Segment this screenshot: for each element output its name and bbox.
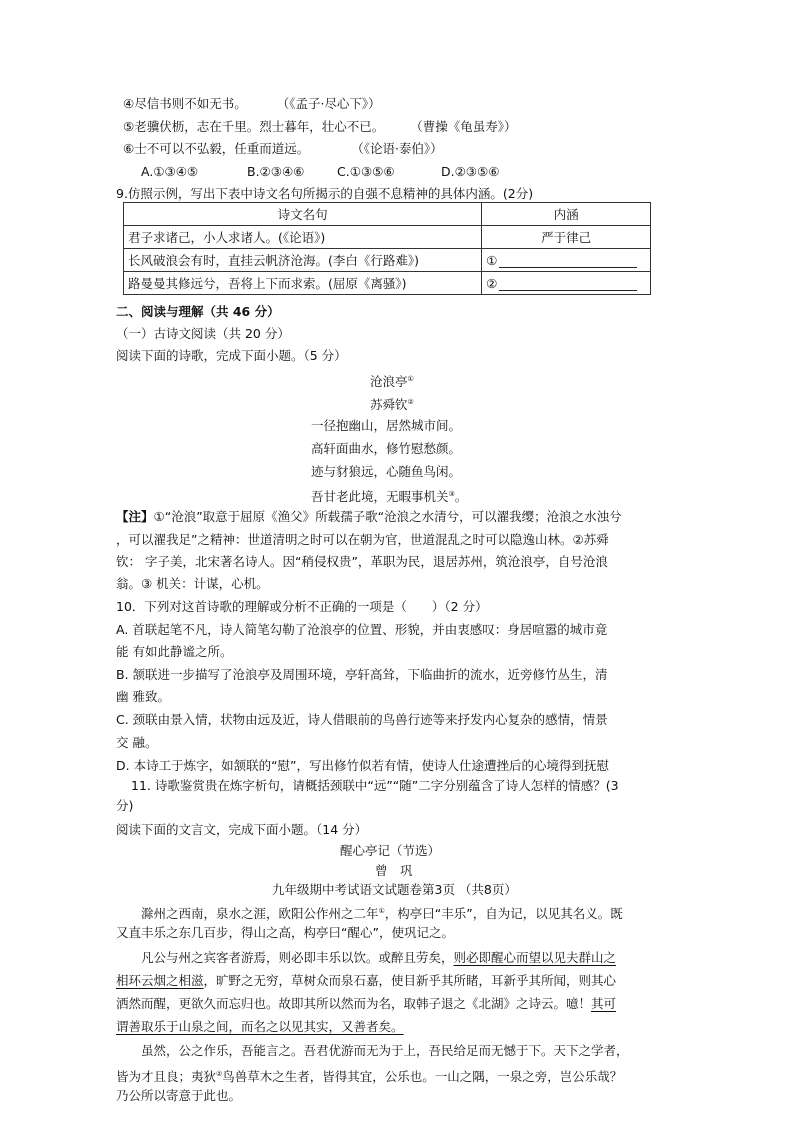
quote-text: ④尽信书则不如无书。 <box>123 96 247 111</box>
prose-text: ，构亭曰“丰乐”，自为记，以见其名义。既 <box>384 906 623 922</box>
poem-line: 一径抱幽山，居然城市间。 <box>311 418 462 433</box>
footnote-mark: ② <box>407 398 414 406</box>
table-row <box>124 249 651 272</box>
note-line <box>116 509 622 525</box>
q10-option-a-cont: 能 有如此静谧之所。 <box>116 644 233 659</box>
q10-option-a: A. 首联起笔不凡，诗人简笔勾勒了沧浪亭的位置、形貌，并由衷感叹：身居喧嚣的城市竟 <box>116 622 608 637</box>
table-cell-answer-blank[interactable] <box>482 272 651 295</box>
poem-line: 高轩面曲水，修竹慰愁颜。 <box>311 441 462 456</box>
poem-instructions: 阅读下面的诗歌，完成下面小题。（5 分） <box>116 348 347 363</box>
table-cell-meaning: 严于律己 <box>482 226 651 249</box>
prose-instructions: 阅读下面的文言文，完成下面小题。（14 分） <box>116 822 368 837</box>
poem-line: 迹与豺狼远，心随鱼鸟闲。 <box>311 464 462 479</box>
poem-author-text: 苏舜钦 <box>370 397 408 413</box>
poem-title-text: 沧浪亭 <box>370 374 408 390</box>
footnote-mark: ① <box>407 375 414 383</box>
quote-source: （《孟子·尽心下》） <box>276 96 381 111</box>
quote-5 <box>123 119 516 135</box>
table-header-meaning: 内涵 <box>482 203 651 226</box>
prose-paragraph-2-cont <box>116 996 616 1012</box>
prose-paragraph-2-cont <box>116 1019 404 1035</box>
table-header-quote: 诗文名句 <box>124 203 482 226</box>
prose-paragraph-1 <box>141 903 623 922</box>
prose-paragraph-2-cont <box>116 973 616 989</box>
underlined-sentence: 相环云烟之相滋 <box>116 973 204 988</box>
footnote-mark: ③ <box>448 490 455 498</box>
quote-6 <box>123 141 443 157</box>
note-text: ①“沧浪”取意于屈原《渔父》所载孺子歌“沧浪之水清兮，可以濯我缨；沧浪之水浊兮 <box>153 509 622 524</box>
blank-marker: ① <box>486 252 498 268</box>
underlined-sentence: 则必即醒心而望以见夫群山之 <box>453 950 617 965</box>
page-footer: 九年级期中考试语文试题卷第3页 （共8页） <box>272 882 517 897</box>
quote-source: （《论语·泰伯》） <box>351 141 443 156</box>
q10-stem: 10．下列对这首诗歌的理解或分析不正确的一项是（ ）（2 分） <box>116 599 488 614</box>
underlined-sentence: 其可 <box>591 996 617 1011</box>
q9-stem: 9.仿照示例，写出下表中诗文名句所揭示的自强不息精神的具体内涵。(2分) <box>116 186 534 201</box>
answer-line <box>499 278 637 291</box>
prose-paragraph-2 <box>141 950 616 966</box>
section-title: 二、阅读与理解（共 46 分） <box>116 304 280 319</box>
note-line: ，可以濯我足”之精神：世道清明之时可以在朝为官，世道混乱之时可以隐逸山林。②苏舜 <box>116 532 609 547</box>
answer-line <box>499 255 637 268</box>
prose-text: 《北湖》之诗云。噫！ <box>466 996 592 1011</box>
note-label: 【注】 <box>116 509 154 524</box>
table-cell-quote: 长风破浪会有时，直挂云帆济沧海。(李白《行路难》) <box>124 249 482 272</box>
footnote-mark: ① <box>378 907 385 915</box>
table-cell-answer-blank[interactable] <box>482 249 651 272</box>
q10-option-c-cont: 交 融。 <box>116 735 158 750</box>
footnote-mark: ② <box>216 1070 223 1078</box>
table-row <box>124 272 651 295</box>
quote-source: （曹操《龟虽寿》） <box>410 119 517 134</box>
q8-option-b: B.②③④⑥ <box>247 164 305 179</box>
table-cell-quote: 君子求诸己，小人求诸人。(《论语》) <box>124 226 482 249</box>
quote-text: ⑤老骥伏枥，志在千里。烈士暮年，壮心不已。 <box>123 119 385 134</box>
quote-text: ⑥士不可以不弘毅，任重而道远。 <box>123 141 310 156</box>
q10-option-d: D. 本诗工于炼字，如颔联的“慰”，写出修竹似若有情，使诗人仕途遭挫后的心境得到抚慰 <box>116 758 610 773</box>
poem-title <box>370 371 414 390</box>
q10-option-c: C. 颈联由景入情，状物由远及近，诗人借眼前的鸟兽行迹等来抒发内心复杂的感情，情景 <box>116 712 608 727</box>
q8-option-d: D.②③⑤⑥ <box>441 164 500 179</box>
prose-title: 醒心亭记（节选） <box>340 843 441 858</box>
prose-text: ，旷野之无穷，草树众而泉石嘉，使目新乎其所睹，耳新乎其所闻，则其心 <box>203 973 617 988</box>
prose-text: 凡公与州之宾客者游焉，则必即丰乐以饮。或醉且劳矣， <box>141 950 454 965</box>
note-line: 翁。③ 机关：计谋，心机。 <box>116 576 269 591</box>
prose-text: 鸟兽草木之生者，皆得其宜，公乐也。一山之隅，一泉之旁，岂公乐哉？ <box>222 1069 623 1085</box>
q8-option-a: A.①③④⑤ <box>141 164 199 179</box>
quote-4 <box>123 96 381 112</box>
q8-option-c: C.①③⑤⑥ <box>337 164 395 179</box>
prose-paragraph-3-cont: 乃公所以寄意于此也。 <box>116 1088 242 1103</box>
prose-paragraph-3: 虽然，公之作乐，吾能言之。吾君优游而无为于上，吾民给足而无憾于下。天下之学者， <box>141 1043 629 1058</box>
prose-paragraph-3-cont <box>116 1066 622 1085</box>
table-header-row <box>124 203 651 226</box>
prose-text: 皆为才且良；夷狄 <box>116 1069 217 1085</box>
poem-line <box>311 486 467 505</box>
table-row <box>124 226 651 249</box>
q10-option-b-cont: 幽 雅致。 <box>116 689 170 704</box>
poem-line-text: 吾甘老此境，无暇事机关 <box>311 489 449 505</box>
prose-paragraph-1-cont: 又直丰乐之东几百步，得山之高，构亭曰“醒心”，使巩记之。 <box>116 925 454 940</box>
poem-line-end: 。 <box>454 489 468 505</box>
prose-text: 滁州之西南，泉水之涯，欧阳公作州之二年 <box>141 906 379 922</box>
prose-author: 曾 巩 <box>375 863 413 878</box>
prose-text: 洒然而醒，更欲久而忘归也。故即其所以然而为名，取韩子退之 <box>116 996 467 1011</box>
table-cell-quote: 路曼曼其修远兮，吾将上下而求索。(屈原《离骚》) <box>124 272 482 295</box>
q9-table <box>123 202 651 295</box>
note-line: 钦： 字子美，北宋著名诗人。因“稍侵权贵”，革职为民，退居苏州，筑沧浪亭，自号沧浪 <box>116 554 608 569</box>
poem-author <box>370 394 414 413</box>
q10-option-b: B. 颔联进一步描写了沧浪亭及周围环境，亭轩高耸，下临曲折的流水，近旁修竹丛生，清 <box>116 667 608 682</box>
blank-marker: ② <box>486 275 498 291</box>
subsection-title: （一）古诗文阅读（共 20 分） <box>116 326 290 341</box>
q11-stem-cont: 分) <box>116 798 134 813</box>
q11-stem: 11. 诗歌鉴赏贵在炼字析句，请概括颈联中“远”“随”二字分别蕴含了诗人怎样的情感？(3 <box>131 778 619 793</box>
underlined-sentence: 谓善取乐于山泉之间，而名之以见其实，又善者矣。 <box>116 1019 404 1034</box>
